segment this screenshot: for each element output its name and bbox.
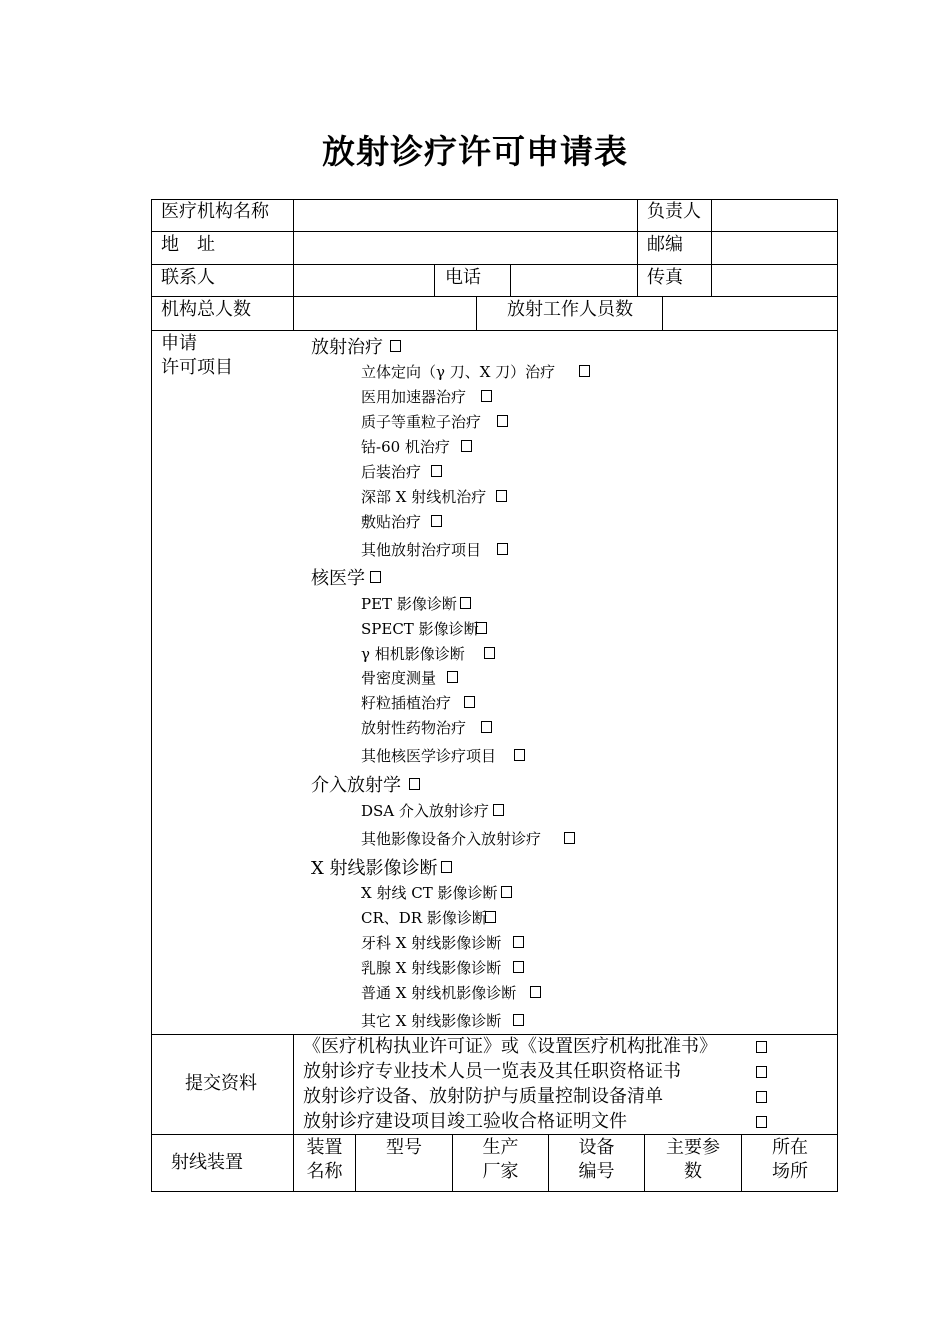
item-label: 放射性药物治疗 <box>361 719 467 737</box>
item-label: CR、DR 影像诊断 <box>361 909 487 927</box>
postcode-label: 邮编 <box>647 234 683 255</box>
row-divider <box>151 1034 838 1035</box>
item-label: 医用加速器治疗 <box>361 388 467 406</box>
checkbox[interactable] <box>476 622 487 634</box>
category-nuclear-medicine: 核医学 <box>311 568 365 589</box>
checkbox[interactable] <box>579 365 590 377</box>
checkbox[interactable] <box>409 778 420 790</box>
checkbox[interactable] <box>756 1041 767 1053</box>
checkbox[interactable] <box>481 390 492 402</box>
col-divider <box>662 296 663 331</box>
checkbox[interactable] <box>441 861 452 873</box>
fax-label: 传真 <box>647 267 683 288</box>
item-label: 普通 X 射线机影像诊断 <box>361 984 517 1002</box>
checkbox[interactable] <box>756 1066 767 1078</box>
item-label: 其它 X 射线影像诊断 <box>361 1012 502 1030</box>
institution-name-label: 医疗机构名称 <box>161 201 269 222</box>
checkbox[interactable] <box>370 571 381 583</box>
document-item: 放射诊疗建设项目竣工验收合格证明文件 <box>303 1111 627 1132</box>
item-label: 骨密度测量 <box>361 669 437 687</box>
item-label: 钴-60 机治疗 <box>361 438 450 456</box>
column-header-model: 型号 <box>386 1137 422 1158</box>
page-title: 放射诊疗许可申请表 <box>322 132 628 171</box>
category-interventional: 介入放射学 <box>311 775 401 796</box>
column-header-serial: 设备 <box>578 1137 615 1158</box>
item-label: 其他核医学诊疗项目 <box>361 747 497 765</box>
checkbox[interactable] <box>756 1116 767 1128</box>
item-label: 其他影像设备介入放射诊疗 <box>361 830 542 848</box>
checkbox[interactable] <box>501 886 512 898</box>
checkbox[interactable] <box>513 1014 524 1026</box>
contact-label: 联系人 <box>161 267 215 288</box>
checkbox[interactable] <box>431 465 442 477</box>
column-header-device-name: 名称 <box>306 1161 343 1182</box>
checkbox[interactable] <box>513 961 524 973</box>
checkbox[interactable] <box>481 721 492 733</box>
column-header-location: 场所 <box>772 1161 808 1182</box>
item-label: X 射线 CT 影像诊断 <box>361 884 498 902</box>
column-header-device-name: 装置 <box>306 1137 343 1158</box>
checkbox[interactable] <box>464 696 475 708</box>
items-label-line1: 申请 <box>161 333 197 354</box>
submission-label: 提交资料 <box>185 1073 257 1094</box>
row-divider <box>151 264 838 265</box>
col-divider <box>637 199 638 297</box>
phone-label: 电话 <box>445 267 481 288</box>
checkbox[interactable] <box>493 804 504 816</box>
column-header-manufacturer: 厂家 <box>482 1161 519 1182</box>
item-label: 质子等重粒子治疗 <box>361 413 482 431</box>
column-header-manufacturer: 生产 <box>482 1137 519 1158</box>
checkbox[interactable] <box>461 440 472 452</box>
item-label: 立体定向（γ 刀、X 刀）治疗 <box>361 363 556 381</box>
checkbox[interactable] <box>564 832 575 844</box>
devices-label: 射线装置 <box>171 1152 243 1173</box>
radiation-staff-label: 放射工作人员数 <box>507 299 633 320</box>
document-item: 放射诊疗专业技术人员一览表及其任职资格证书 <box>303 1061 681 1082</box>
item-label: SPECT 影像诊断 <box>361 620 479 638</box>
row-divider <box>151 330 838 331</box>
checkbox[interactable] <box>496 490 507 502</box>
total-staff-label: 机构总人数 <box>161 299 251 320</box>
items-label-line2: 许可项目 <box>161 357 233 378</box>
row-divider <box>151 1134 838 1135</box>
document-item: 《医疗机构执业许可证》或《设置医疗机构批准书》 <box>303 1036 717 1057</box>
checkbox[interactable] <box>756 1091 767 1103</box>
item-label: 敷贴治疗 <box>361 513 422 531</box>
item-label: PET 影像诊断 <box>361 595 457 613</box>
checkbox[interactable] <box>447 671 458 683</box>
document-item: 放射诊疗设备、放射防护与质量控制设备清单 <box>303 1086 663 1107</box>
checkbox[interactable] <box>460 597 471 609</box>
row-divider <box>151 231 838 232</box>
item-label: γ 相机影像诊断 <box>361 645 465 663</box>
checkbox[interactable] <box>484 647 495 659</box>
item-label: 乳腺 X 射线影像诊断 <box>361 959 502 977</box>
col-divider <box>711 199 712 297</box>
item-label: DSA 介入放射诊疗 <box>361 802 489 820</box>
category-radiotherapy: 放射治疗 <box>311 337 383 358</box>
item-label: 牙科 X 射线影像诊断 <box>361 934 502 952</box>
address-label: 地 址 <box>161 234 215 255</box>
checkbox[interactable] <box>497 415 508 427</box>
column-header-serial: 编号 <box>578 1161 615 1182</box>
column-header-parameters: 主要参 <box>666 1137 720 1158</box>
checkbox[interactable] <box>530 986 541 998</box>
checkbox[interactable] <box>497 543 508 555</box>
checkbox[interactable] <box>514 749 525 761</box>
checkbox[interactable] <box>513 936 524 948</box>
checkbox[interactable] <box>485 911 496 923</box>
checkbox[interactable] <box>431 515 442 527</box>
category-xray: X 射线影像诊断 <box>311 858 438 879</box>
item-label: 籽粒插植治疗 <box>361 694 452 712</box>
item-label: 后装治疗 <box>361 463 422 481</box>
item-label: 深部 X 射线机治疗 <box>361 488 487 506</box>
col-divider <box>434 264 435 297</box>
item-label: 其他放射治疗项目 <box>361 541 482 559</box>
column-header-parameters: 数 <box>684 1161 702 1182</box>
checkbox[interactable] <box>390 340 401 352</box>
row-divider <box>151 296 838 297</box>
col-divider <box>476 296 477 331</box>
responsible-person-label: 负责人 <box>647 201 701 222</box>
column-header-location: 所在 <box>772 1137 808 1158</box>
col-divider <box>293 199 294 331</box>
col-divider <box>510 264 511 297</box>
